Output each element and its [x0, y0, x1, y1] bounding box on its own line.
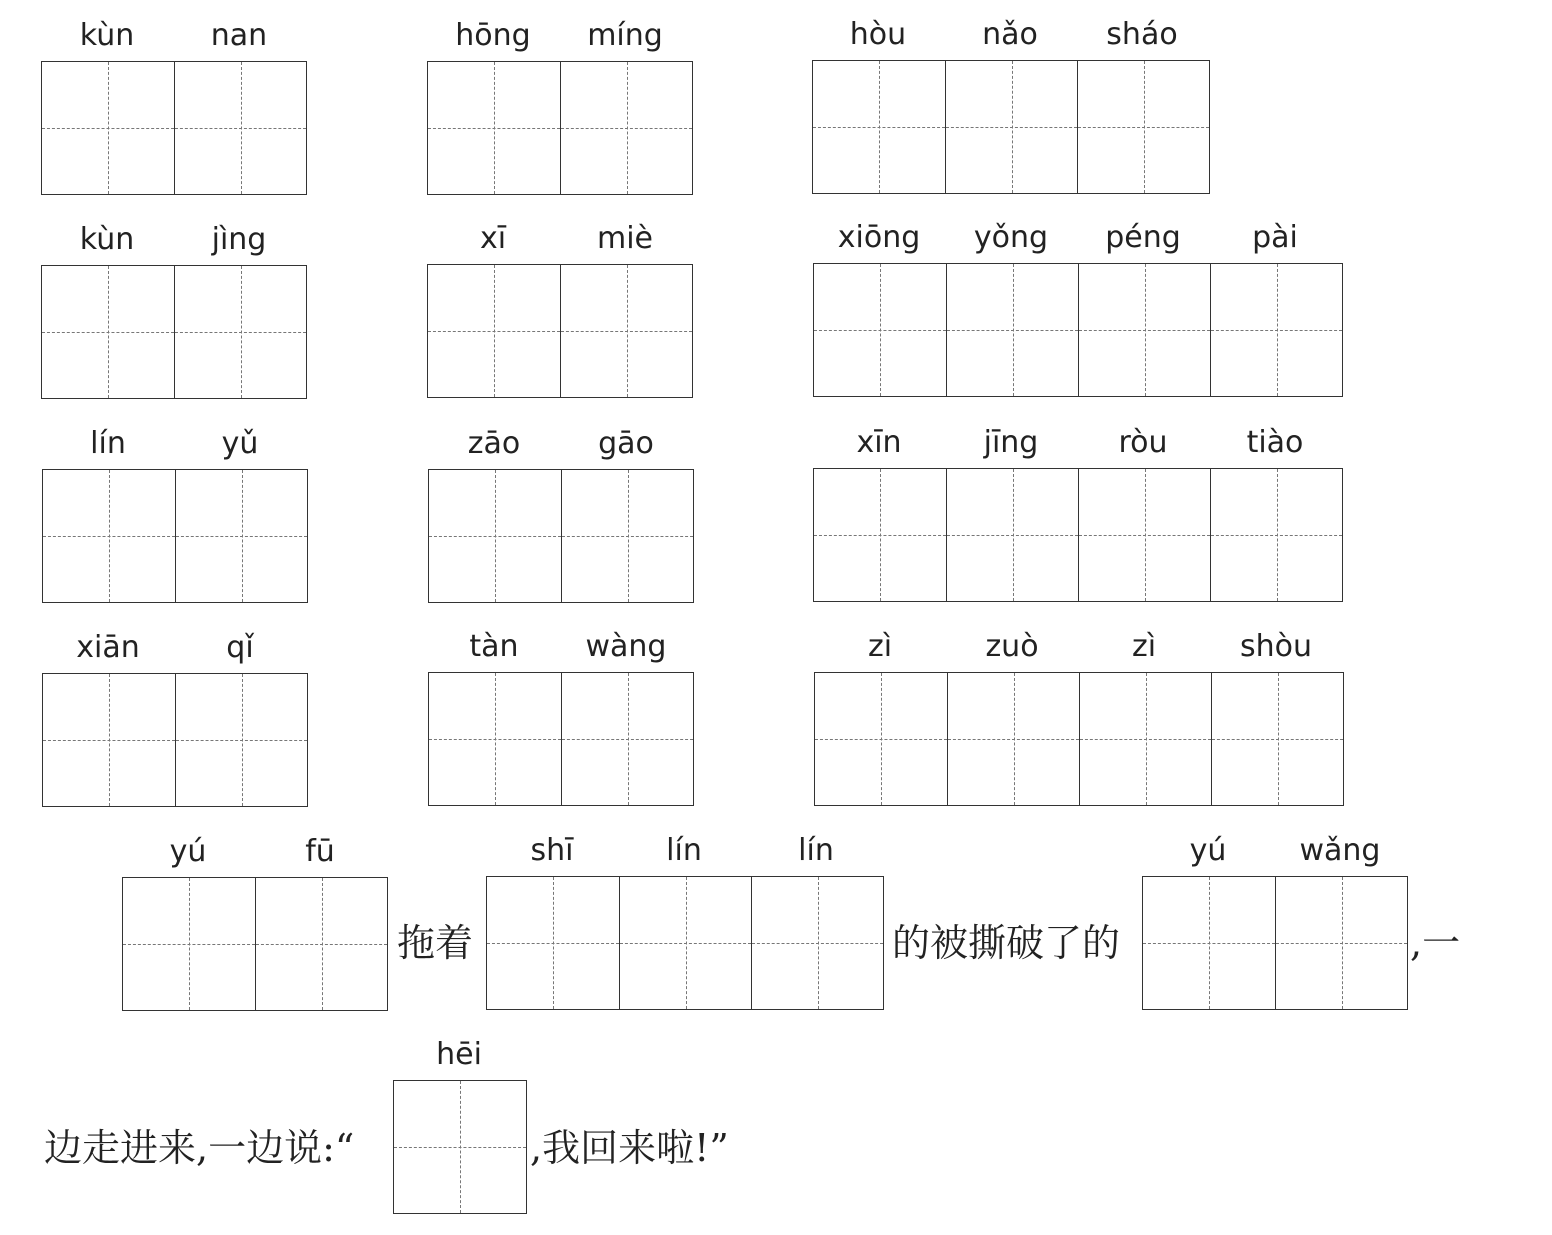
pinyin-label: hòu	[849, 17, 907, 52]
pinyin-label: kùn	[79, 222, 135, 257]
pinyin-label: hōng	[455, 18, 531, 53]
pinyin-label: gāo	[598, 426, 654, 461]
writing-box[interactable]	[1078, 264, 1210, 396]
pinyin-label: míng	[587, 18, 663, 53]
writing-box[interactable]	[1143, 877, 1275, 1009]
pinyin-label: xiān	[76, 630, 140, 665]
pinyin-label: miè	[596, 221, 653, 256]
writing-box[interactable]	[561, 470, 693, 602]
writing-box[interactable]	[945, 61, 1077, 193]
pinyin-label: zāo	[467, 426, 521, 461]
writing-box[interactable]	[560, 62, 692, 194]
writing-box[interactable]	[814, 264, 946, 396]
writing-box[interactable]	[946, 264, 1078, 396]
writing-box[interactable]	[619, 877, 751, 1009]
pinyin-label: xīn	[856, 425, 902, 460]
pinyin-label: péng	[1105, 220, 1181, 255]
writing-box[interactable]	[175, 470, 307, 602]
writing-box[interactable]	[813, 61, 945, 193]
sentence-text: 边走进来,一边说:“	[44, 1126, 355, 1170]
sentence-text: 拖着	[397, 921, 474, 965]
pinyin-label: wǎng	[1299, 833, 1381, 868]
sentence-text: 的被撕破了的	[892, 921, 1121, 965]
writing-box[interactable]	[560, 265, 692, 397]
pinyin-label: pài	[1252, 220, 1298, 255]
writing-box[interactable]	[429, 470, 561, 602]
writing-box[interactable]	[815, 673, 947, 805]
writing-box[interactable]	[751, 877, 883, 1009]
writing-box[interactable]	[1078, 469, 1210, 601]
writing-box[interactable]	[394, 1081, 526, 1213]
writing-box[interactable]	[947, 673, 1079, 805]
writing-box[interactable]	[561, 673, 693, 805]
writing-box[interactable]	[123, 878, 255, 1010]
writing-box[interactable]	[175, 674, 307, 806]
pinyin-label: zì	[1131, 629, 1157, 664]
writing-box[interactable]	[1211, 673, 1343, 805]
writing-box[interactable]	[814, 469, 946, 601]
writing-box[interactable]	[42, 266, 174, 398]
pinyin-label: yú	[169, 834, 207, 869]
pinyin-label: lín	[666, 833, 702, 868]
writing-box[interactable]	[43, 674, 175, 806]
writing-box[interactable]	[1210, 469, 1342, 601]
pinyin-label: nan	[210, 18, 268, 53]
pinyin-label: zuò	[985, 629, 1039, 664]
pinyin-label: kùn	[79, 18, 135, 53]
pinyin-label: jìng	[211, 222, 267, 257]
pinyin-label: shī	[530, 833, 574, 868]
pinyin-label: lín	[798, 833, 834, 868]
pinyin-label: tiào	[1246, 425, 1304, 460]
pinyin-label: qǐ	[226, 630, 254, 665]
sentence-text: ,我回来啦!”	[530, 1126, 729, 1170]
pinyin-label: sháo	[1106, 17, 1178, 52]
writing-box[interactable]	[174, 62, 306, 194]
writing-box[interactable]	[1079, 673, 1211, 805]
pinyin-label: hēi	[436, 1037, 482, 1072]
sentence-text: ,一	[1410, 921, 1461, 965]
pinyin-label: yǔ	[221, 426, 259, 461]
pinyin-label: jīng	[983, 425, 1039, 460]
pinyin-label: yǒng	[973, 220, 1049, 255]
writing-box[interactable]	[428, 62, 560, 194]
writing-box[interactable]	[428, 265, 560, 397]
pinyin-label: nǎo	[982, 17, 1038, 52]
writing-box[interactable]	[487, 877, 619, 1009]
pinyin-label: lín	[90, 426, 126, 461]
writing-box[interactable]	[1210, 264, 1342, 396]
writing-box[interactable]	[255, 878, 387, 1010]
pinyin-label: tàn	[469, 629, 519, 664]
pinyin-label: ròu	[1118, 425, 1168, 460]
pinyin-label: zì	[867, 629, 893, 664]
writing-box[interactable]	[1275, 877, 1407, 1009]
writing-box[interactable]	[174, 266, 306, 398]
writing-box[interactable]	[42, 62, 174, 194]
pinyin-label: wàng	[585, 629, 667, 664]
writing-box[interactable]	[43, 470, 175, 602]
pinyin-label: xī	[479, 221, 507, 256]
pinyin-label: fū	[305, 834, 335, 869]
writing-box[interactable]	[1077, 61, 1209, 193]
writing-box[interactable]	[429, 673, 561, 805]
pinyin-label: yú	[1189, 833, 1227, 868]
writing-box[interactable]	[946, 469, 1078, 601]
pinyin-label: xiōng	[837, 220, 921, 255]
pinyin-label: shòu	[1239, 629, 1312, 664]
